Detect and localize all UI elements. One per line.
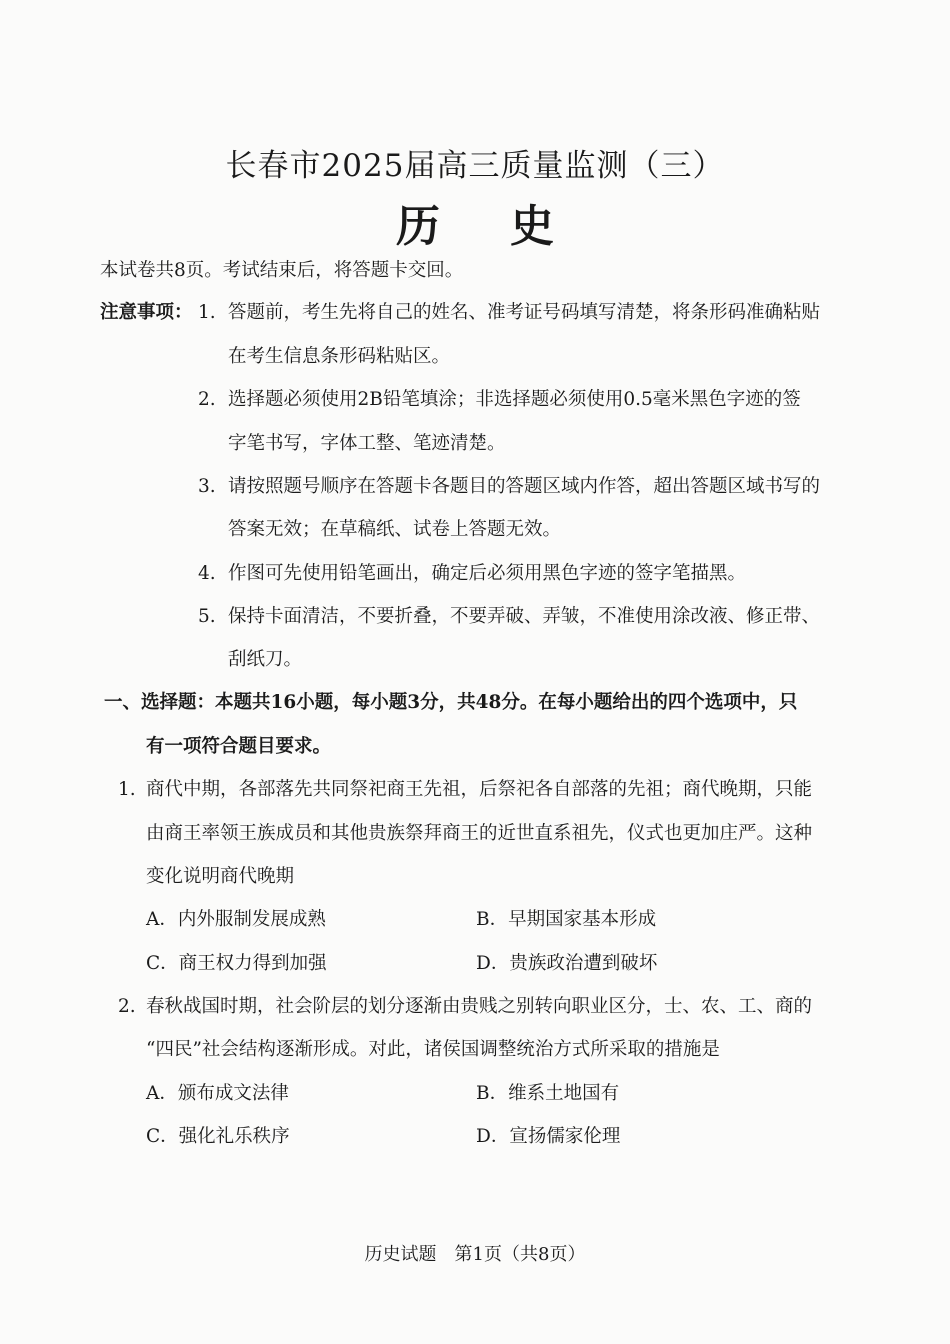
notice-item-line: 字笔书写，字体工整、笔迹清楚。 [228,433,506,454]
question-stem-line: 春秋战国时期，社会阶层的划分逐渐由贵贱之别转向职业区分，士、农、工、商的 [146,996,813,1017]
notice-item-line: 刮纸刀。 [228,649,303,670]
notice-item-number: 5. [198,606,216,627]
question-option-a: A．内外服制发展成熟 [146,909,326,930]
notice-item-number: 2. [198,389,216,410]
intro-text: 本试卷共8页。考试结束后，将答题卡交回。 [100,260,464,281]
notice-item-line: 答案无效；在草稿纸、试卷上答题无效。 [228,519,562,540]
question-number: 2. [118,996,136,1017]
question-option-b: B．维系土地国有 [476,1083,620,1104]
question-stem-line: 商代中期，各部落先共同祭祀商王先祖，后祭祀各自部落的先祖；商代晚期，只能 [146,779,813,800]
page-footer: 历史试题 第1页（共8页） [364,1244,586,1265]
question-stem-line: “四民”社会结构逐渐形成。对此，诸侯国调整统治方式所采取的措施是 [146,1039,720,1060]
notice-item-line: 答题前，考生先将自己的姓名、准考证号码填写清楚，将条形码准确粘贴 [228,302,821,323]
question-option-a: A．颁布成文法律 [146,1083,289,1104]
notice-item-number: 3. [198,476,216,497]
section-heading: 一、选择题：本题共16小题，每小题3分，共48分。在每小题给出的四个选项中，只 [104,692,798,713]
question-stem-line: 变化说明商代晚期 [146,866,295,887]
question-option-c: C．强化礼乐秩序 [146,1126,290,1147]
question-number: 1. [118,779,136,800]
notice-item-number: 1. [198,302,216,323]
question-option-b: B．早期国家基本形成 [476,909,657,930]
notice-item-line: 在考生信息条形码粘贴区。 [228,346,451,367]
question-option-d: D．贵族政治遭到破坏 [476,953,658,974]
notice-item-line: 作图可先使用铅笔画出，确定后必须用黑色字迹的签字笔描黑。 [228,563,747,584]
notice-item-number: 4. [198,563,216,584]
subject-title: 历史 [396,201,624,252]
exam-title: 长春市2025届高三质量监测（三） [225,148,725,184]
notice-label: 注意事项： [100,302,193,323]
notice-item-line: 选择题必须使用2B铅笔填涂；非选择题必须使用0.5毫米黑色字迹的签 [228,389,801,410]
question-option-c: C．商王权力得到加强 [146,953,327,974]
question-stem-line: 由商王率领王族成员和其他贵族祭拜商王的近世直系祖先，仪式也更加庄严。这种 [146,823,813,844]
section-heading-continued: 有一项符合题目要求。 [146,736,332,757]
notice-item-line: 请按照题号顺序在答题卡各题目的答题区域内作答，超出答题区域书写的 [228,476,821,497]
notice-item-line: 保持卡面清洁，不要折叠，不要弄破、弄皱，不准使用涂改液、修正带、 [228,606,821,627]
question-option-d: D．宣扬儒家伦理 [476,1126,621,1147]
